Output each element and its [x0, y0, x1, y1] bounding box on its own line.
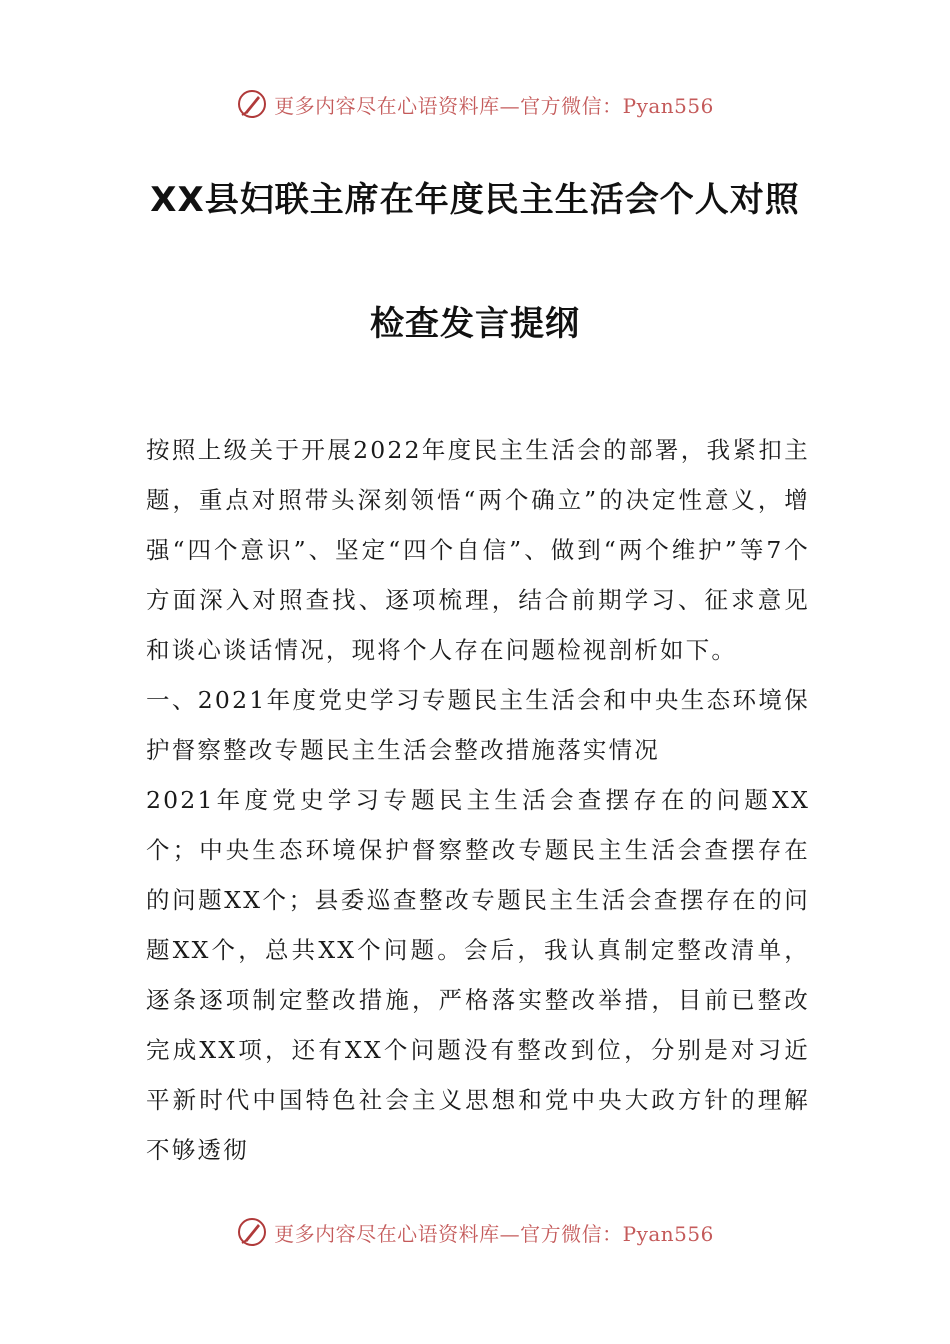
footer-watermark	[0, 1212, 950, 1252]
watermark-text: 更多内容尽在心语资料库—官方微信：Pyan556	[274, 93, 714, 118]
watermark-text: 更多内容尽在心语资料库—官方微信：Pyan556	[274, 1221, 714, 1246]
section-heading-1: 一、2021年度党史学习专题民主生活会和中央生态环境保护督察整改专题民主生活会整改措施落实情况	[146, 686, 810, 764]
quill-logo-icon	[236, 1216, 268, 1248]
document-body	[146, 425, 810, 1175]
paragraph-section-1: 2021年度党史学习专题民主生活会查摆存在的问题XX个；中央生态环境保护督察整改专题民主生活会查摆存在的问题XX个；县委巡查整改专题民主生活会查摆存在的问题XX个，总共XX个问题。会后，我认真制定整改清单，逐条逐项制定整改措施，严格落实整改举措，目前已整改完成XX项，还有XX个问题没有整改到位，分别是对习近平新时代中国特色社会主义思想和党中央大政方针的理解不够透彻	[146, 786, 810, 1164]
document-title-line-2: 检查发言提纲	[370, 304, 580, 344]
paragraph-intro: 按照上级关于开展2022年度民主生活会的部署，我紧扣主题，重点对照带头深刻领悟“两个确立”的决定性意义，增强“四个意识”、坚定“四个自信”、做到“两个维护”等7个方面深入对照查找、逐项梳理，结合前期学习、征求意见和谈心谈话情况，现将个人存在问题检视剖析如下。	[146, 436, 810, 664]
header-watermark	[0, 84, 950, 124]
document-title-line-1: XX县妇联主席在年度民主生活会个人对照	[150, 180, 800, 220]
quill-logo-icon	[236, 88, 268, 120]
